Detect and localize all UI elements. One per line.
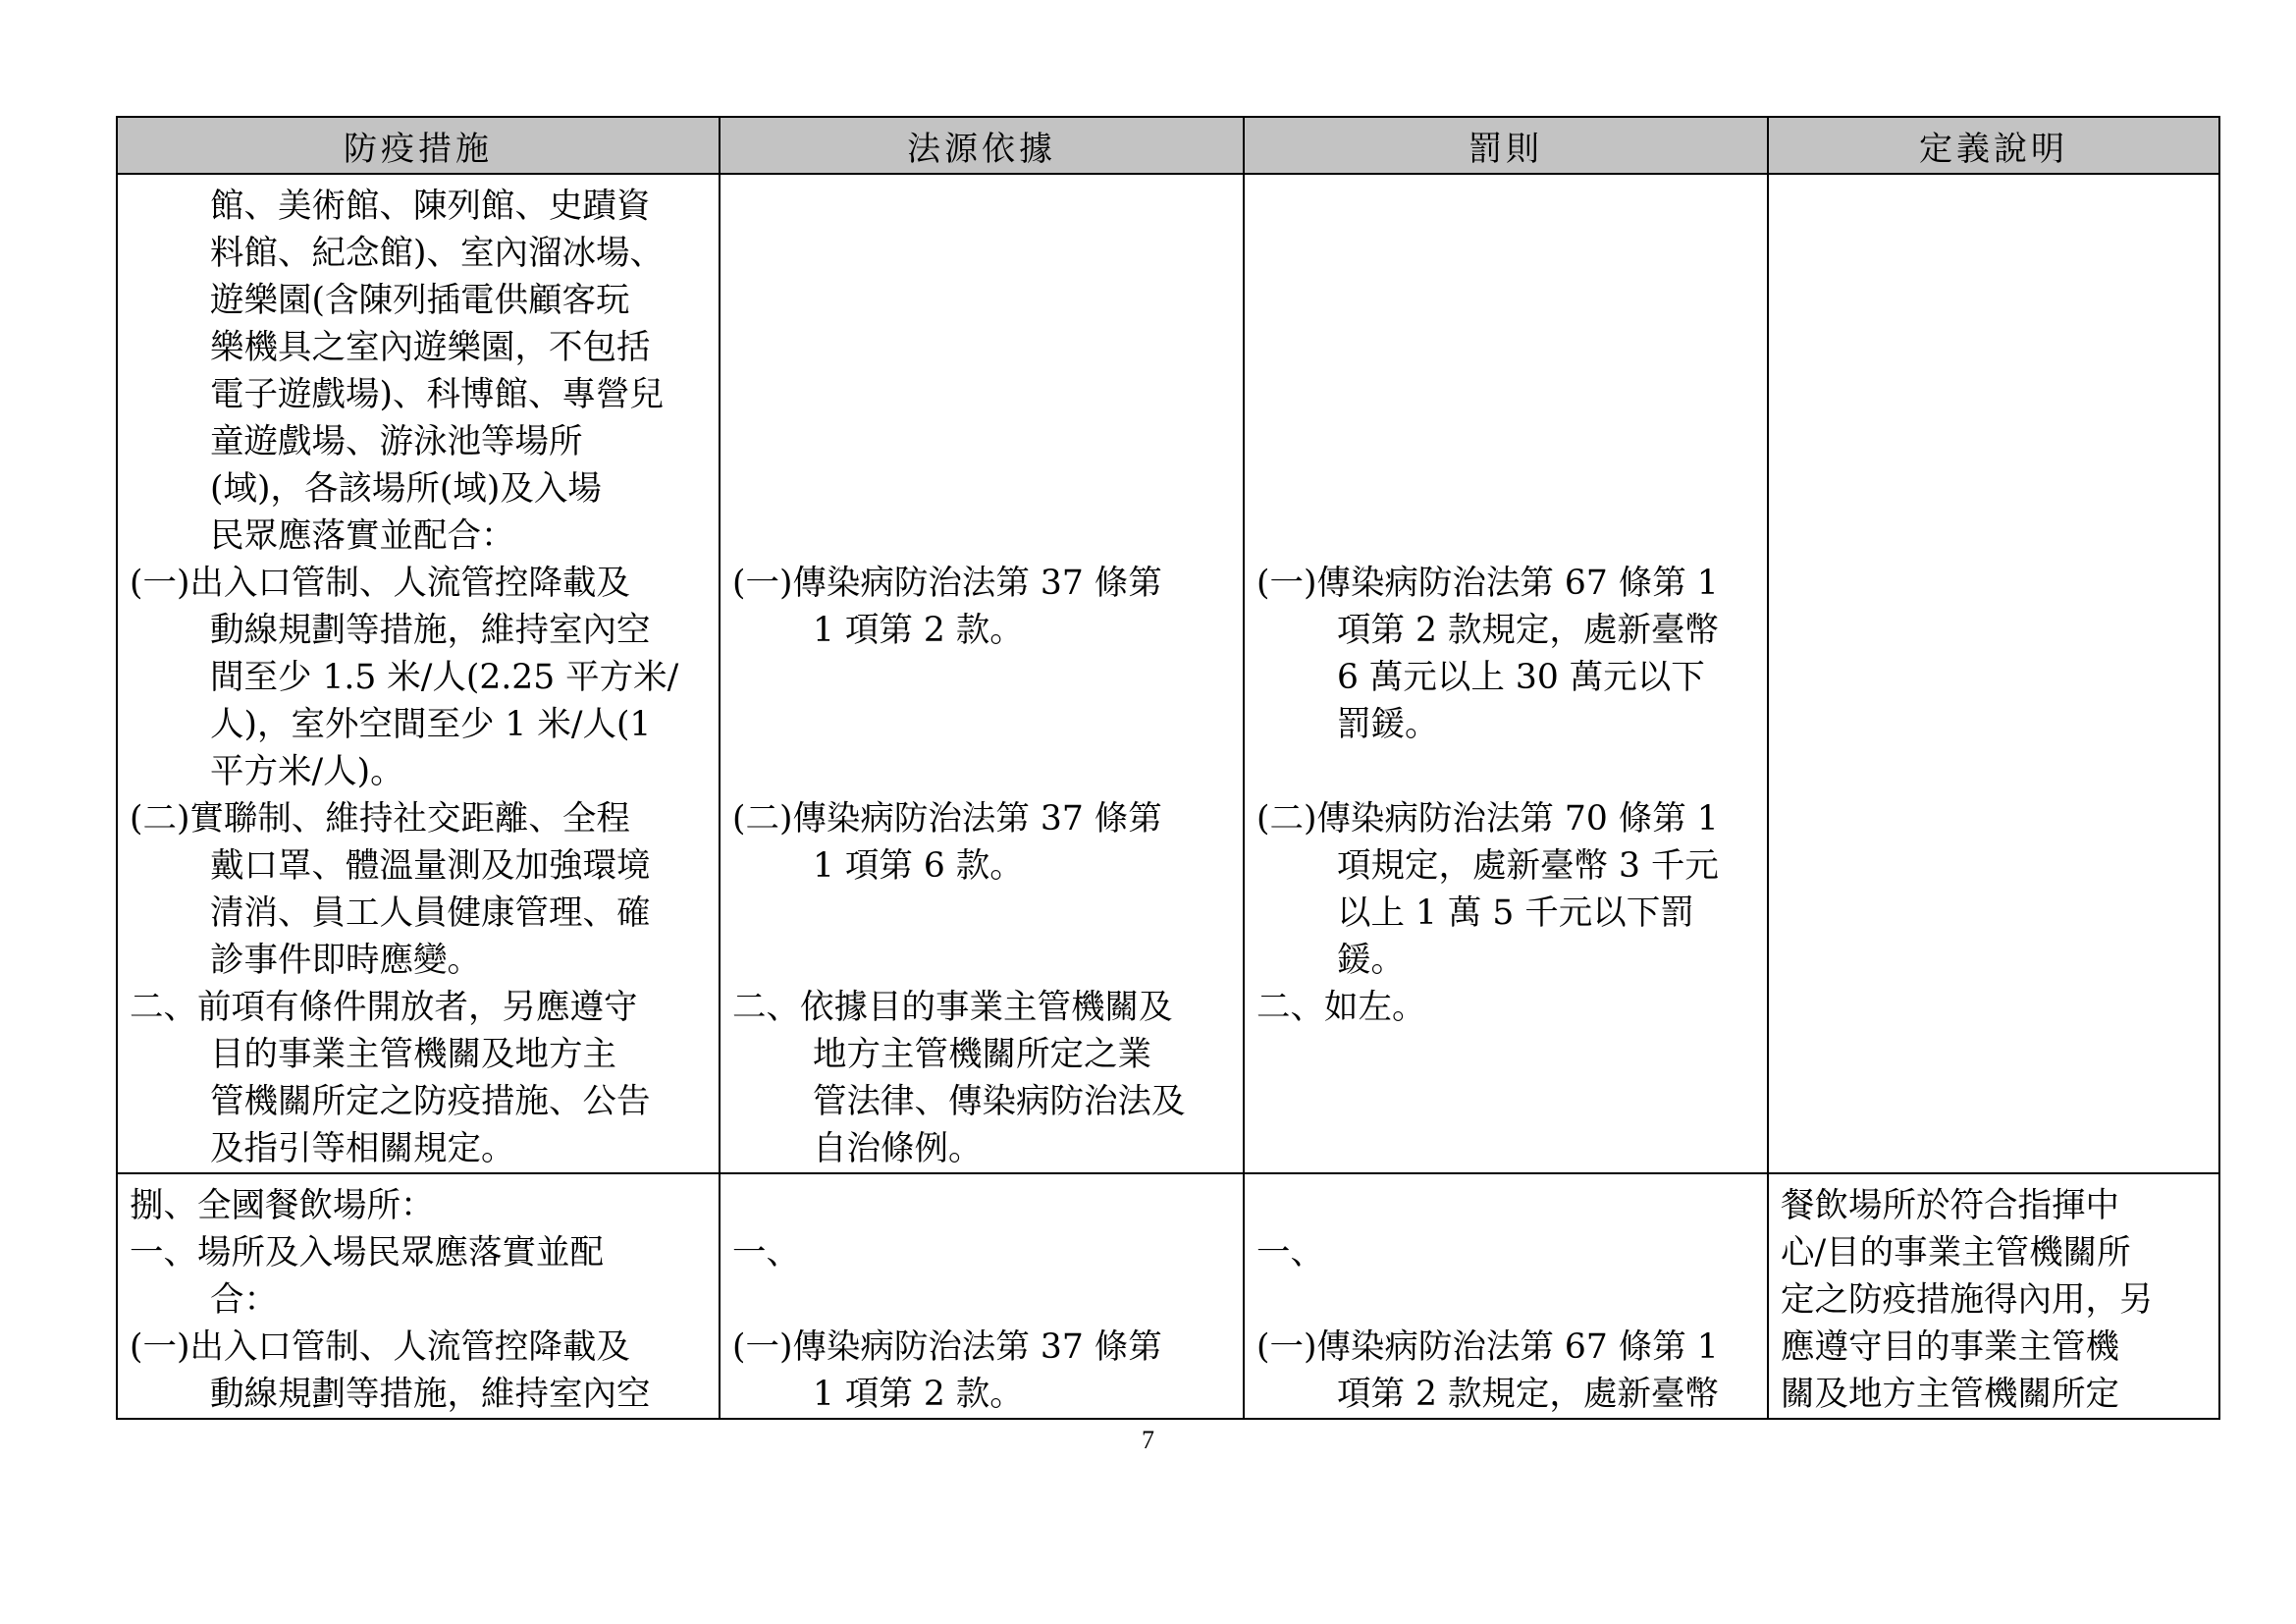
measure-line: (一)出入口管制、人流管控降載及 <box>130 1327 630 1367</box>
measure-line: 電子遊戲場)、科博館、專營兒 <box>210 375 664 414</box>
measure-line: 間至少 1.5 米/人(2.25 平方米/ <box>210 658 679 697</box>
penalty-line: (一)傳染病防治法第 67 條第 1 <box>1256 564 1719 603</box>
measure-line: 及指引等相關規定。 <box>210 1129 515 1168</box>
definition-cell <box>1768 174 2219 1173</box>
measure-line: 童遊戲場、游泳池等場所 <box>210 422 583 461</box>
measure-line: 合： <box>210 1280 278 1320</box>
penalty-line: (一)傳染病防治法第 67 條第 1 <box>1256 1327 1719 1367</box>
measure-line: 戴口罩、體溫量測及加強環境 <box>210 846 651 886</box>
definition-line: 關及地方主管機關所定 <box>1781 1375 2119 1414</box>
header-penalty: 罰則 <box>1244 117 1768 174</box>
definition-cell <box>1768 1173 2219 1419</box>
measure-line: 動線規劃等措施，維持室內空 <box>210 611 651 650</box>
measure-line: 診事件即時應變。 <box>210 941 481 980</box>
header-definition: 定義說明 <box>1768 117 2219 174</box>
header-measures: 防疫措施 <box>117 117 720 174</box>
table-row <box>117 174 2219 1173</box>
definition-line: 心/目的事業主管機關所 <box>1781 1233 2131 1272</box>
measure-cell <box>117 1173 720 1419</box>
legal-line: (一)傳染病防治法第 37 條第 <box>732 564 1162 603</box>
legal-line: 自治條例。 <box>813 1129 983 1168</box>
definition-line: 定之防疫措施得內用，另 <box>1781 1280 2154 1320</box>
header-legal-basis: 法源依據 <box>720 117 1244 174</box>
measure-line: 料館、紀念館)、室內溜冰場、 <box>210 234 664 273</box>
penalty-line: 項第 2 款規定，處新臺幣 <box>1337 1375 1719 1414</box>
measure-line: 管機關所定之防疫措施、公告 <box>210 1082 651 1121</box>
measure-line: 清消、員工人員健康管理、確 <box>210 893 651 933</box>
measure-line: 樂機具之室內遊樂園，不包括 <box>210 328 651 367</box>
definition-line: 應遵守目的事業主管機 <box>1781 1327 2119 1367</box>
measure-cell <box>117 174 720 1173</box>
measure-line: 遊樂園(含陳列插電供顧客玩 <box>210 281 630 320</box>
measure-line: 民眾應落實並配合： <box>210 516 515 556</box>
legal-line: 1 項第 2 款。 <box>813 1375 1024 1414</box>
legal-line: 二、依據目的事業主管機關及 <box>732 988 1173 1027</box>
penalty-line: 以上 1 萬 5 千元以下罰 <box>1337 893 1694 933</box>
penalty-line: 二、如左。 <box>1256 988 1426 1027</box>
penalty-line: 一、 <box>1256 1233 1324 1272</box>
measure-line: 館、美術館、陳列館、史蹟資 <box>210 187 651 226</box>
penalty-line: 鍰。 <box>1337 941 1405 980</box>
measure-line: 一、場所及入場民眾應落實並配 <box>130 1233 604 1272</box>
legal-line: 1 項第 6 款。 <box>813 846 1024 886</box>
measure-line: 平方米/人)。 <box>210 752 404 791</box>
measure-line: (域)，各該場所(域)及入場 <box>210 469 602 509</box>
legal-line: 地方主管機關所定之業 <box>813 1035 1151 1074</box>
measure-line: 目的事業主管機關及地方主 <box>210 1035 616 1074</box>
penalty-cell <box>1244 174 1768 1173</box>
definition-line: 餐飲場所於符合指揮中 <box>1781 1186 2119 1225</box>
legal-line: 管法律、傳染病防治法及 <box>813 1082 1186 1121</box>
table-row <box>117 1173 2219 1419</box>
penalty-line: 項規定，處新臺幣 3 千元 <box>1337 846 1719 886</box>
legal-line: (一)傳染病防治法第 37 條第 <box>732 1327 1162 1367</box>
legal-basis-cell <box>720 174 1244 1173</box>
legal-line: (二)傳染病防治法第 37 條第 <box>732 799 1162 839</box>
penalty-line: (二)傳染病防治法第 70 條第 1 <box>1256 799 1719 839</box>
page-number: 7 <box>1142 1426 1154 1454</box>
penalty-cell <box>1244 1173 1768 1419</box>
measure-line: 捌、全國餐飲場所： <box>130 1186 435 1225</box>
penalty-line: 項第 2 款規定，處新臺幣 <box>1337 611 1719 650</box>
legal-basis-cell <box>720 1173 1244 1419</box>
penalty-line: 6 萬元以上 30 萬元以下 <box>1337 658 1705 697</box>
measure-line: (二)實聯制、維持社交距離、全程 <box>130 799 630 839</box>
measure-line: 二、前項有條件開放者，另應遵守 <box>130 988 638 1027</box>
measure-line: (一)出入口管制、人流管控降載及 <box>130 564 630 603</box>
table-header-row <box>117 117 2219 174</box>
regulation-table <box>116 116 2220 1420</box>
measure-line: 動線規劃等措施，維持室內空 <box>210 1375 651 1414</box>
penalty-line: 罰鍰。 <box>1337 705 1439 744</box>
legal-line: 一、 <box>732 1233 800 1272</box>
measure-line: 人)，室外空間至少 1 米/人(1 <box>210 705 652 744</box>
legal-line: 1 項第 2 款。 <box>813 611 1024 650</box>
